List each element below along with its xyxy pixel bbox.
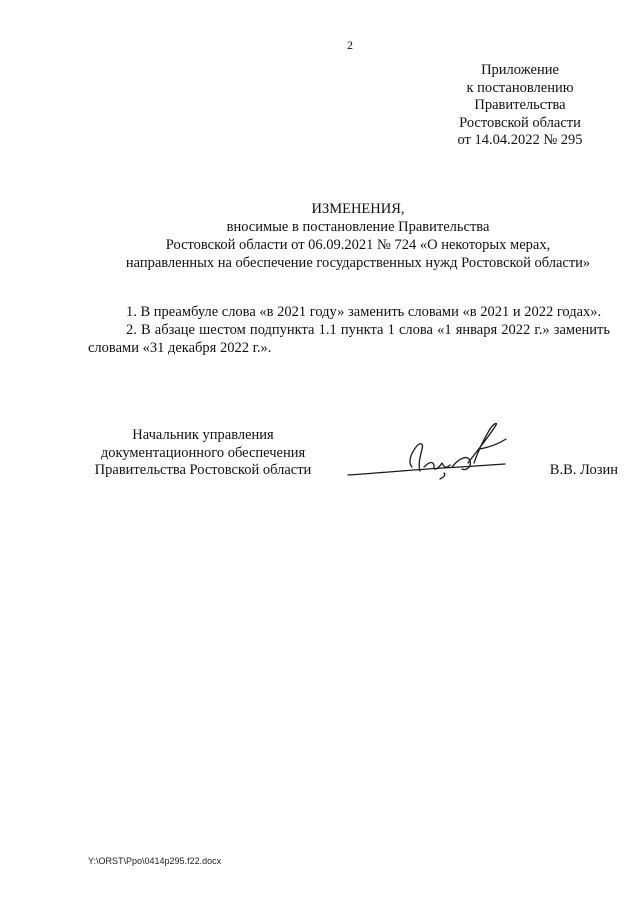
changes-list bbox=[88, 303, 610, 357]
document-title bbox=[88, 200, 628, 272]
handwritten-signature-icon bbox=[340, 417, 510, 492]
position-line: Правительства Ростовской области bbox=[94, 462, 312, 478]
change-item-2: 2. В абзаце шестом подпункта 1.1 пункта 1 слова «1 января 2022 г.» заменить словами «31 декабря 2022 г.». bbox=[88, 322, 610, 356]
appendix-line: Приложение bbox=[481, 62, 559, 78]
signatory-name: В.В. Лозин bbox=[549, 462, 618, 478]
title-line: вносимые в постановление Правительства bbox=[226, 219, 490, 235]
title-heading: ИЗМЕНЕНИЯ, bbox=[311, 201, 405, 217]
appendix-line: Правительства bbox=[474, 97, 566, 113]
signatory-position bbox=[88, 427, 318, 480]
change-item-1: 1. В преамбуле слова «в 2021 году» заменить словами «в 2021 и 2022 годах». bbox=[126, 304, 602, 320]
appendix-line: к постановлению bbox=[466, 79, 574, 96]
footer-file-path: Y:\ORST\Ppo\0414p295.f22.docx bbox=[88, 856, 222, 866]
position-line: Начальник управления bbox=[132, 427, 274, 443]
appendix-line: от 14.04.2022 № 295 bbox=[457, 132, 583, 148]
appendix-line: Ростовской области bbox=[459, 114, 581, 131]
position-line: документационного обеспечения bbox=[100, 444, 306, 461]
title-line: Ростовской области от 06.09.2021 № 724 «О некоторых мерах, bbox=[165, 237, 551, 253]
title-line: направленных на обеспечение государственных нужд Ростовской области» bbox=[125, 255, 591, 271]
page-number: 2 bbox=[347, 38, 353, 52]
appendix-header bbox=[445, 62, 595, 150]
